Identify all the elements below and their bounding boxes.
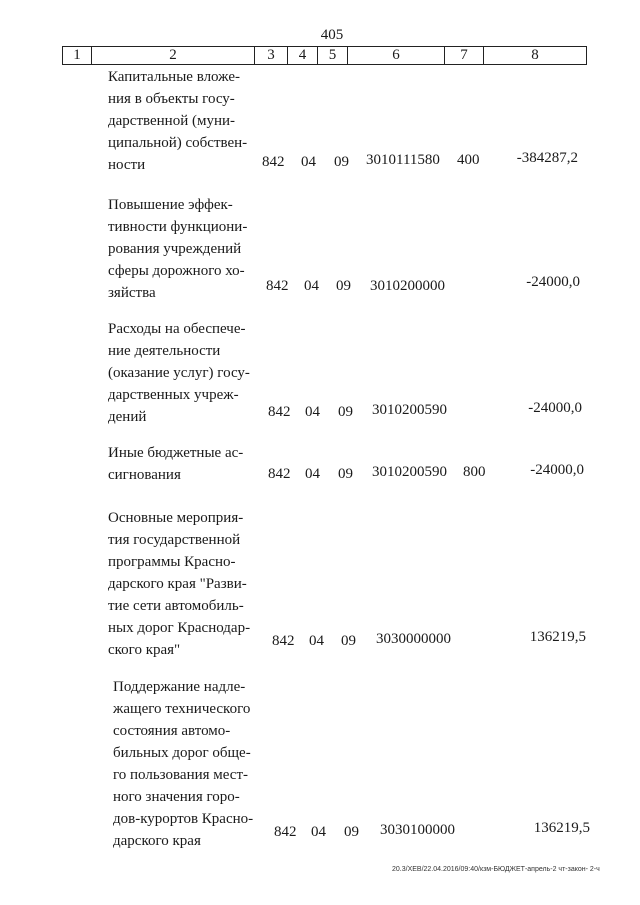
header-col-3: 3 [255,47,288,65]
name-line: программы Красно- [108,554,236,570]
cell-amount: -24000,0 [530,462,584,478]
name-line: тивности функциони- [108,219,248,235]
name-line: дарственных учреж- [108,387,239,403]
row-name [108,507,254,661]
name-line: рования учреждений [108,241,242,257]
name-line: ского края" [108,642,181,658]
cell-section: 04 [311,824,326,840]
header-col-4: 4 [288,47,318,65]
cell-type: 400 [457,152,480,168]
cell-target: 3010111580 [366,152,440,168]
cell-amount: 136219,5 [533,820,590,836]
name-line: Расходы на обеспече- [108,321,246,337]
cell-section: 04 [305,466,320,482]
cell-section: 04 [309,633,324,649]
name-line: дений [108,409,147,425]
name-line: сферы дорожного хо- [108,263,245,279]
name-line: ние деятельности [108,343,221,359]
cell-subsection: 09 [344,824,359,840]
name-line: тие сети автомобиль- [108,598,244,614]
name-line: ных дорог Краснодар- [108,620,251,636]
cell-section: 04 [304,278,319,294]
row-name [108,194,254,304]
name-line: ности [108,157,146,173]
cell-admin: 842 [266,278,289,294]
header-col-1: 1 [63,47,92,65]
cell-amount: -24000,0 [528,400,582,416]
cell-admin: 842 [262,154,285,170]
cell-target: 3010200000 [370,278,445,294]
cell-admin: 842 [272,633,295,649]
name-line: Капитальные вложе- [108,69,241,85]
header-col-6: 6 [348,47,445,65]
cell-section: 04 [301,154,316,170]
cell-subsection: 09 [336,278,351,294]
name-line: бильных дорог обще- [113,745,251,761]
header-col-2: 2 [92,47,255,65]
cell-amount: -24000,0 [526,274,580,290]
row-name [113,676,259,852]
name-line: ципальной) собствен- [108,135,248,151]
column-header [62,46,587,65]
name-line: дарского края [113,833,201,849]
name-line: ного значения горо- [113,789,240,805]
name-line: сигнования [108,467,181,483]
name-line: Повышение эффек- [108,197,233,213]
cell-amount: 136219,5 [529,629,586,645]
page-number: 405 [320,27,344,43]
cell-target: 3030000000 [376,631,451,647]
name-line: зяйства [108,285,156,301]
name-line: (оказание услуг) госу- [108,365,250,381]
header-col-5: 5 [318,47,348,65]
cell-subsection: 09 [341,633,356,649]
name-line: дарского края "Разви- [108,576,247,592]
cell-subsection: 09 [338,404,353,420]
cell-section: 04 [305,404,320,420]
header-col-7: 7 [445,47,484,65]
cell-type: 800 [463,464,486,480]
footer-file-stamp: 20.3/ХЕВ/22.04.2016/09:40/кзм-БЮДЖЕТ-апрель-2 чт-закон- 2-ч [392,866,600,873]
name-line: состояния автомо- [113,723,231,739]
name-line: ния в объекты госу- [108,91,235,107]
row-name [108,318,254,428]
header-col-8: 8 [484,47,587,65]
name-line: жащего технического [113,701,251,717]
cell-amount: -384287,2 [516,150,578,166]
row-name [108,66,254,176]
cell-admin: 842 [274,824,297,840]
cell-admin: 842 [268,466,291,482]
cell-target: 3030100000 [380,822,455,838]
name-line: дов-курортов Красно- [113,811,254,827]
cell-target: 3010200590 [372,402,447,418]
name-line: тия государственной [108,532,241,548]
cell-target: 3010200590 [372,464,447,480]
name-line: Поддержание надле- [113,679,246,695]
name-line: Иные бюджетные ас- [108,445,244,461]
name-line: дарственной (муни- [108,113,236,129]
cell-subsection: 09 [338,466,353,482]
name-line: го пользования мест- [113,767,248,783]
cell-admin: 842 [268,404,291,420]
name-line: Основные мероприя- [108,510,244,526]
row-name [108,442,254,486]
cell-subsection: 09 [334,154,349,170]
